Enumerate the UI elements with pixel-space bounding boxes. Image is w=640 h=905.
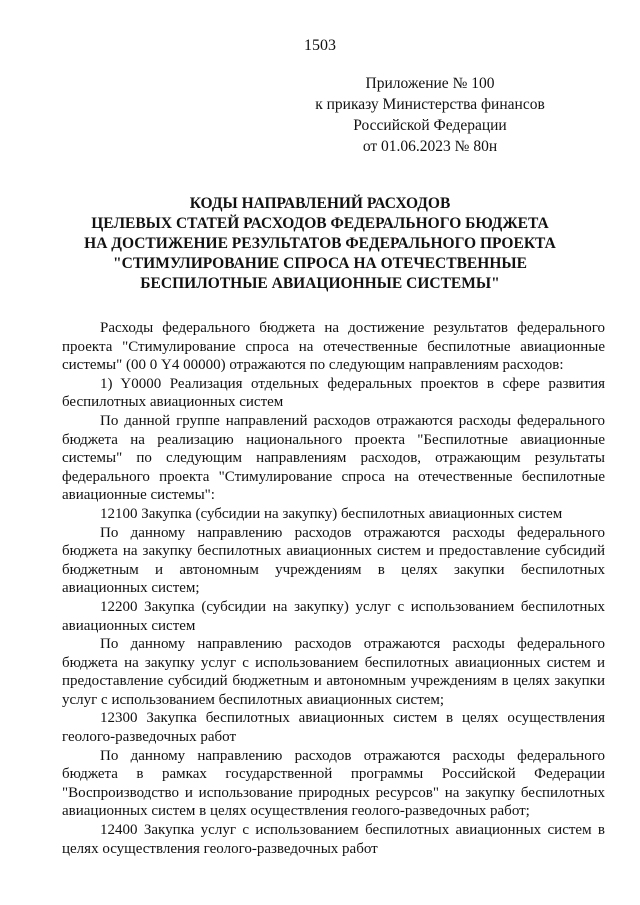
title-line: БЕСПИЛОТНЫЕ АВИАЦИОННЫЕ СИСТЕМЫ" [140, 275, 500, 292]
body-paragraph: По данному направлению расходов отражаются расходы федерального бюджета на закупку услуг с использованием беспилотных авиационных систем и предоставление субсидий бюджетным и автономным учреждениям в целях закупки услуг с использованием беспилотных авиационных систем; [62, 636, 605, 708]
title-line: НА ДОСТИЖЕНИЕ РЕЗУЛЬТАТОВ ФЕДЕРАЛЬНОГО ПРОЕКТА [84, 235, 556, 252]
appendix-line: Российской Федерации [353, 117, 507, 134]
document-title [0, 194, 640, 294]
body-paragraph: По данной группе направлений расходов отражаются расходы федерального бюджета на реализацию национального проекта "Беспилотные авиационные системы" по следующим направлениям расходов, отражающим результаты федерального проекта "Стимулирование спроса на отечественные беспилотные авиационные системы": [62, 412, 605, 504]
title-line: ЦЕЛЕВЫХ СТАТЕЙ РАСХОДОВ ФЕДЕРАЛЬНОГО БЮДЖЕТА [91, 215, 549, 232]
body-paragraph: 1) Y0000 Реализация отдельных федеральных проектов в сфере развития беспилотных авиационных систем [62, 375, 605, 411]
body-paragraph: 12400 Закупка услуг с использованием беспилотных авиационных систем в целях осуществления геолого-разведочных работ [62, 822, 605, 857]
title-line: КОДЫ НАПРАВЛЕНИЙ РАСХОДОВ [189, 195, 451, 212]
title-line: "СТИМУЛИРОВАНИЕ СПРОСА НА ОТЕЧЕСТВЕННЫЕ [113, 255, 527, 272]
appendix-line: к приказу Министерства финансов [315, 96, 545, 113]
body-paragraph: Расходы федерального бюджета на достижение результатов федерального проекта "Стимулирование спроса на отечественные беспилотные авиационные системы" (00 0 Y4 00000) отражаются по следующим направлениям расходов: [62, 320, 605, 374]
appendix-block [280, 73, 580, 157]
document-body [62, 319, 605, 858]
page-number: 1503 [304, 37, 336, 54]
body-paragraph: 12300 Закупка беспилотных авиационных систем в целях осуществления геолого-разведочных работ [62, 710, 605, 746]
appendix-line: Приложение № 100 [365, 75, 495, 92]
body-paragraph: По данному направлению расходов отражаются расходы федерального бюджета на закупку беспилотных авиационных систем и предоставление субсидий бюджетным и автономным учреждениям в целях закупки беспилотных авиационных систем; [62, 524, 605, 597]
body-paragraph: 12100 Закупка (субсидии на закупку) беспилотных авиационных систем [100, 505, 563, 522]
body-paragraph: По данному направлению расходов отражаются расходы федерального бюджета в рамках государственной программы Российской Федерации "Воспроизводство и использование природных ресурсов" на закупку беспилотных авиационных систем в целях осуществления геолого-разведочных работ; [62, 747, 605, 820]
appendix-line: от 01.06.2023 № 80н [362, 138, 498, 155]
body-paragraph: 12200 Закупка (субсидии на закупку) услуг с использованием беспилотных авиационных систем [62, 598, 605, 634]
